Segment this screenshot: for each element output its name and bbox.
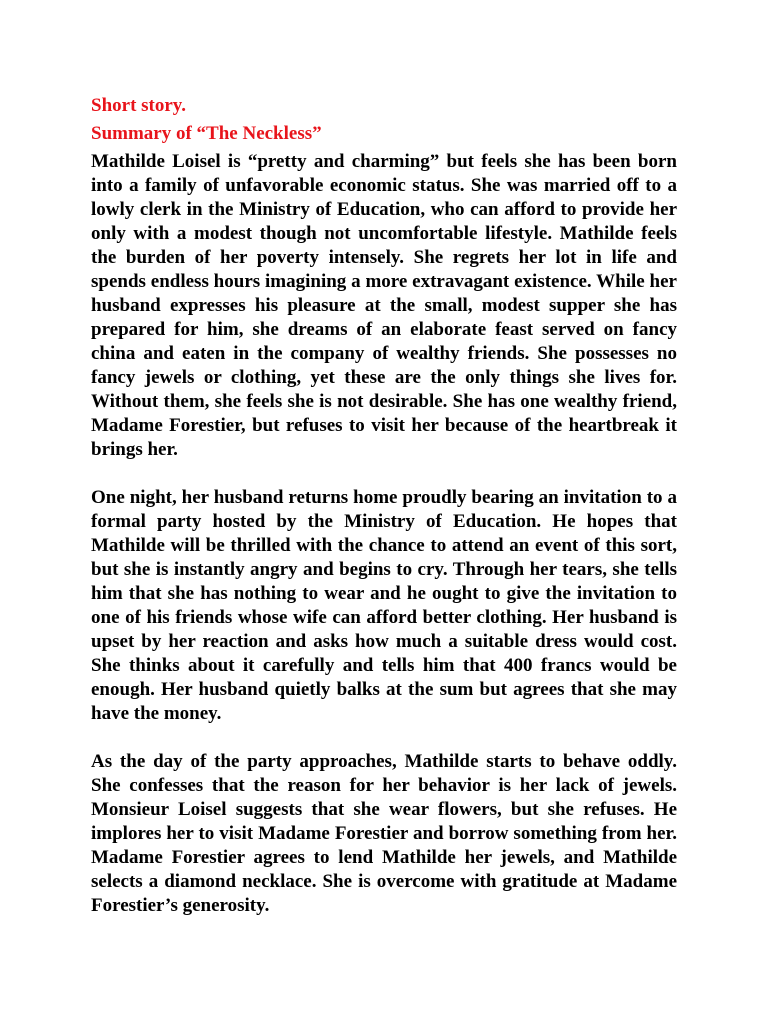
- summary-title: Summary of “The Neckless”: [91, 123, 322, 144]
- paragraph-3: As the day of the party approaches, Mathilde starts to behave oddly. She confesses that the reason for her behavior is her lack of jewels. Monsieur Loisel suggests that she wear flowers, but she refuses. He implores her to visit Madame Forestier and borrow something from her. Madame Forestier agrees to lend Mathilde her jewels, and Mathilde selects a diamond necklace. She is overcome with gratitude at Madame Forestier’s generosity.: [91, 751, 677, 916]
- paragraph-1: Mathilde Loisel is “pretty and charming” but feels she has been born into a family of unfavorable economic status. She was married off to a lowly clerk in the Ministry of Education, who can afford to provide her only with a modest though not uncomfortable lifestyle. Mathilde feels the burden of her poverty intensely. She regrets her lot in life and spends endless hours imagining a more extravagant existence. While her husband expresses his pleasure at the small, modest supper she has prepared for him, she dreams of an elaborate feast served on fancy china and eaten in the company of wealthy friends. She possesses no fancy jewels or clothing, yet these are the only things she lives for. Without them, she feels she is not desirable. She has one wealthy friend, Madame Forestier, but refuses to visit her because of the heartbreak it brings her.: [91, 151, 677, 460]
- document-page: [91, 94, 677, 918]
- story-label: Short story.: [91, 95, 186, 116]
- paragraph-2: One night, her husband returns home proudly bearing an invitation to a formal party hosted by the Ministry of Education. He hopes that Mathilde will be thrilled with the chance to attend an event of this sort, but she is instantly angry and begins to cry. Through her tears, she tells him that she has nothing to wear and he ought to give the invitation to one of his friends whose wife can afford better clothing. Her husband is upset by her reaction and asks how much a suitable dress would cost. She thinks about it carefully and tells him that 400 francs would be enough. Her husband quietly balks at the sum but agrees that she may have the money.: [91, 487, 677, 724]
